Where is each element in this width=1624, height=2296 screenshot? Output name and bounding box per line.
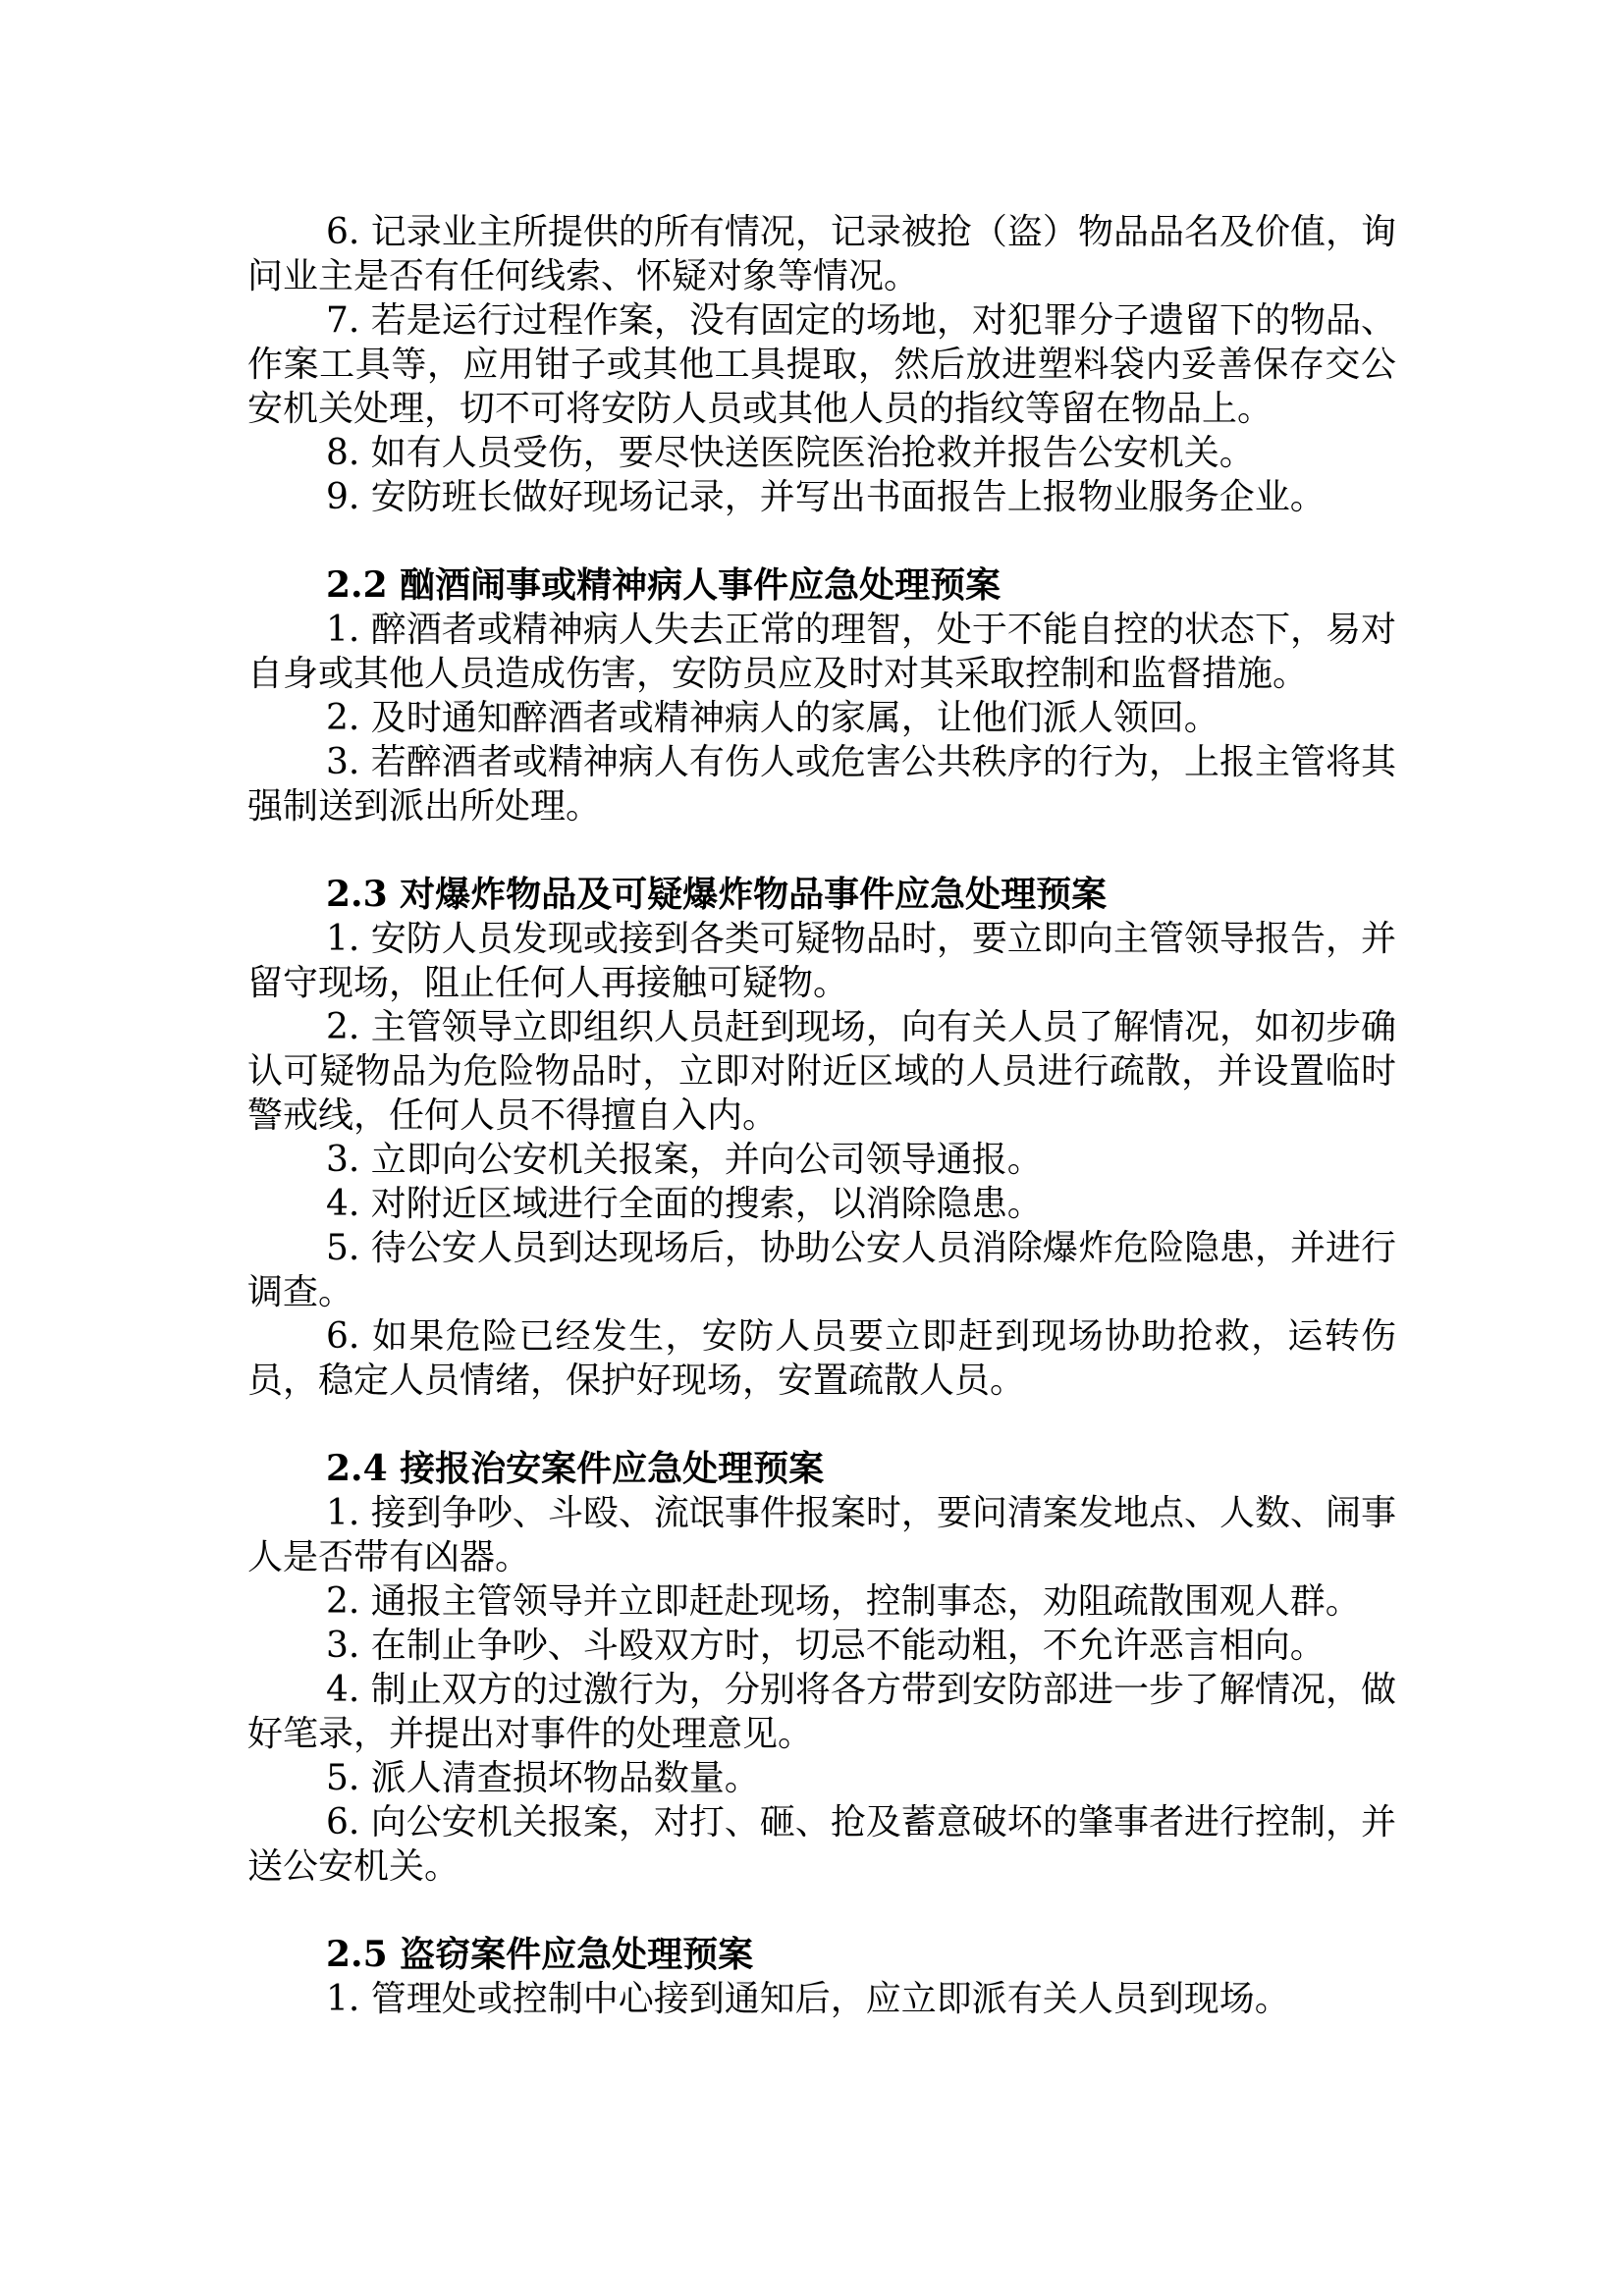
section-heading: 2.3 对爆炸物品及可疑爆炸物品事件应急处理预案 [326, 874, 1108, 915]
list-item: 1. 醉酒者或精神病人失去正常的理智，处于不能自控的状态下，易对自身或其他人员造成伤害，安防员应及时对其采取控制和监督措施。 [247, 610, 1396, 694]
section-2-5 [247, 1933, 1396, 2021]
list-item: 2. 主管领导立即组织人员赶到现场，向有关人员了解情况，如初步确认可疑物品为危险物品时，立即对附近区域的人员进行疏散，并设置临时警戒线，任何人员不得擅自入内。 [247, 1007, 1396, 1136]
list-item: 4. 制止双方的过激行为，分别将各方带到安防部进一步了解情况，做好笔录，并提出对事件的处理意见。 [247, 1670, 1396, 1754]
section-spacer [247, 1403, 1396, 1447]
list-item: 8. 如有人员受伤，要尽快送医院医治抢救并报告公安机关。 [326, 433, 1255, 473]
list-item: 2. 通报主管领导并立即赶赴现场，控制事态，劝阻疏散围观人群。 [326, 1581, 1361, 1622]
list-item: 5. 派人清查损坏物品数量。 [326, 1758, 760, 1798]
section-heading: 2.2 酗酒闹事或精神病人事件应急处理预案 [326, 564, 1001, 606]
list-item: 9. 安防班长做好现场记录，并写出书面报告上报物业服务企业。 [326, 477, 1326, 517]
section-2-4 [247, 1447, 1396, 1889]
list-item: 6. 记录业主所提供的所有情况，记录被抢（盗）物品品名及价值，询问业主是否有任何线索、怀疑对象等情况。 [247, 212, 1396, 296]
list-item: 3. 若醉酒者或精神病人有伤人或危害公共秩序的行为，上报主管将其强制送到派出所处理。 [247, 742, 1396, 827]
section-spacer [247, 828, 1396, 873]
list-item: 3. 在制止争吵、斗殴双方时，切忌不能动粗，不允许恶言相向。 [326, 1626, 1326, 1666]
section-2-3 [247, 873, 1396, 1403]
list-item: 1. 安防人员发现或接到各类可疑物品时，要立即向主管领导报告，并留守现场，阻止任何人再接触可疑物。 [247, 919, 1396, 1003]
list-item: 6. 如果危险已经发生，安防人员要立即赶到现场协助抢救，运转伤员，稳定人员情绪，保护好现场，安置疏散人员。 [247, 1316, 1396, 1401]
list-item: 6. 向公安机关报案，对打、砸、抢及蓄意破坏的肇事者进行控制，并送公安机关。 [247, 1802, 1396, 1887]
list-item: 1. 接到争吵、斗殴、流氓事件报案时，要问清案发地点、人数、闹事人是否带有凶器。 [247, 1493, 1396, 1577]
document-page [247, 210, 1396, 2021]
intro-list [247, 210, 1396, 519]
list-item: 2. 及时通知醉酒者或精神病人的家属，让他们派人领回。 [326, 698, 1219, 738]
list-item: 1. 管理处或控制中心接到通知后，应立即派有关人员到现场。 [326, 1979, 1290, 2019]
list-item: 5. 待公安人员到达现场后，协助公安人员消除爆炸危险隐患，并进行调查。 [247, 1228, 1396, 1312]
section-heading: 2.5 盗窃案件应急处理预案 [326, 1934, 754, 1975]
list-item: 4. 对附近区域进行全面的搜索，以消除隐患。 [326, 1184, 1043, 1224]
section-spacer [247, 519, 1396, 563]
list-item: 3. 立即向公安机关报案，并向公司领导通报。 [326, 1140, 1043, 1180]
section-heading: 2.4 接报治安案件应急处理预案 [326, 1448, 825, 1489]
list-item: 7. 若是运行过程作案，没有固定的场地，对犯罪分子遗留下的物品、作案工具等，应用钳子或其他工具提取，然后放进塑料袋内妥善保存交公安机关处理，切不可将安防人员或其他人员的指纹等留在物品上。 [247, 300, 1396, 429]
section-2-2 [247, 563, 1396, 828]
section-spacer [247, 1889, 1396, 1933]
